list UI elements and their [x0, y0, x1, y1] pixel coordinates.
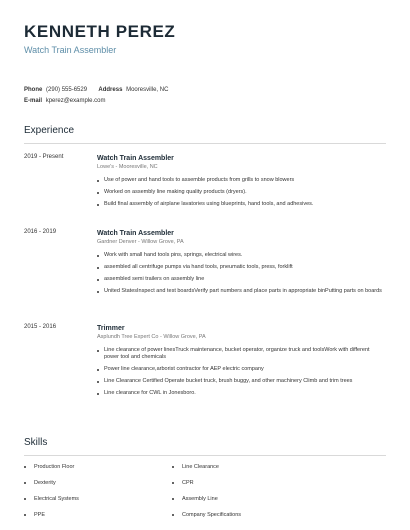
skill-item: Production Floor [24, 463, 174, 471]
experience-heading: Experience [24, 125, 75, 136]
job-bullets [97, 177, 386, 208]
job-dates: 2015 - 2016 [24, 324, 57, 330]
skill-item: CPR [172, 479, 322, 487]
job-bullets [97, 347, 386, 397]
job-bullet: Line Clearance Certified Operate bucket truck, brush buggy, and other machinery Climb and trim trees [97, 378, 386, 385]
skill-item: PPE [24, 511, 174, 519]
skill-item: Dexterity [24, 479, 174, 487]
job-bullet: United StatesInspect and test boardsVerify part numbers and place parts in appropriate binPutting parts on boards [97, 288, 386, 295]
address-value: Mooresville, NC [126, 87, 169, 93]
contact-line-phone-address [24, 86, 168, 94]
job-dates: 2019 - Present [24, 154, 64, 160]
phone-value: (290) 555-6529 [46, 87, 88, 93]
job-company: Asplundh Tree Expert Co - Willow Grove, PA [97, 334, 206, 340]
job-role: Watch Train Assembler [97, 230, 174, 237]
address-label: Address [98, 87, 123, 93]
candidate-name: KENNETH PEREZ [24, 22, 176, 41]
candidate-title: Watch Train Assembler [24, 45, 117, 55]
phone-label: Phone [24, 87, 43, 93]
experience-divider [24, 143, 386, 144]
skill-item: Assembly Line [172, 495, 322, 503]
contact-line-email [24, 97, 105, 105]
job-bullet: assembled semi trailers on assembly line [97, 276, 386, 283]
job-bullet: Line clearance of power linesTruck maintenance, bucket operator, organize truck and toolsWork with different power tool and chemicals [97, 347, 386, 361]
job-bullet: assembled all centrifuge pumps via hand tools, pneumatic tools, press, forklift [97, 264, 386, 271]
job-company: Gardner Denver - Willow Grove, PA [97, 239, 184, 245]
skill-item: Company Specifications [172, 511, 322, 519]
email-label: E-mail [24, 98, 43, 104]
job-bullet: Power line clearance,arborist contractor for AEP electric company [97, 366, 386, 373]
job-bullet: Build final assembly of airplane lavatories using blueprints, hand tools, and adhesives. [97, 201, 386, 208]
job-company: Lowe's - Mooresville, NC [97, 164, 158, 170]
skill-item: Line Clearance [172, 463, 322, 471]
skill-item: Electrical Systems [24, 495, 174, 503]
job-role: Watch Train Assembler [97, 155, 174, 162]
job-role: Trimmer [97, 325, 125, 332]
email-value: kperez@example.com [45, 98, 106, 104]
job-dates: 2016 - 2019 [24, 229, 57, 235]
skills-heading: Skills [24, 437, 48, 448]
job-bullet: Work with small hand tools pins, springs, electrical wires. [97, 252, 386, 259]
job-bullet: Line clearance for CWL in Jonesboro. [97, 390, 386, 397]
job-bullets [97, 252, 386, 295]
job-bullet: Use of power and hand tools to assemble products from grills to snow blowers [97, 177, 386, 184]
skills-divider [24, 455, 386, 456]
job-bullet: Worked on assembly line making quality products (dryers). [97, 189, 386, 196]
